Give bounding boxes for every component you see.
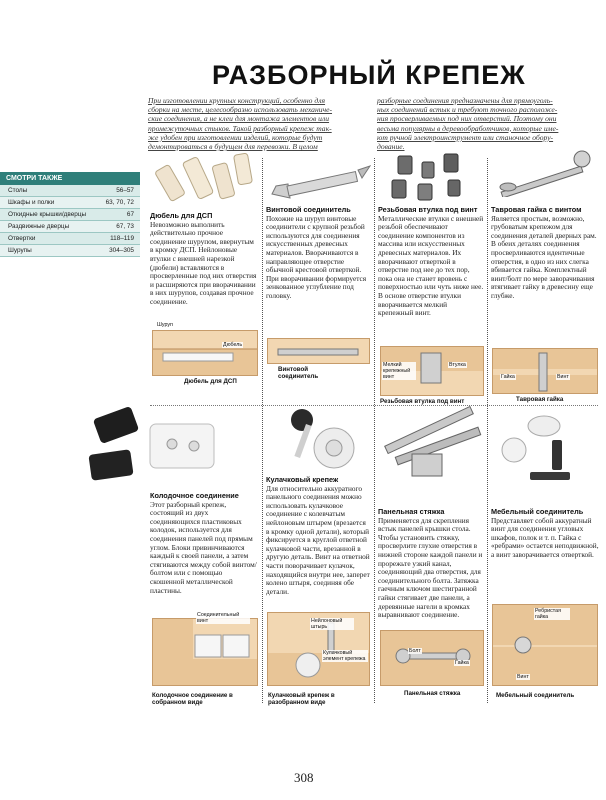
- block-joint-photo: [82, 400, 262, 492]
- block-joint-diagram: [152, 618, 258, 686]
- intro-line: ские соединения, а не клеи для монтажа элементов или: [148, 114, 330, 124]
- see-also-pages: 118–119: [110, 235, 134, 242]
- nylon-dowel-illustration: [155, 153, 253, 202]
- intro-line: демонтироваться в будущем для перевозки. В целом: [148, 142, 318, 152]
- furniture-screw-photo: [490, 410, 600, 490]
- dowel-photo: [150, 150, 260, 208]
- cam-fitting-photo: [266, 402, 370, 474]
- intro-line: же удобен при изготовлении изделий, которые будут: [148, 132, 323, 142]
- see-also-label: Столы: [8, 187, 28, 194]
- entry-heading: Тавровая гайка с винтом: [491, 205, 582, 214]
- block-joint-label-screw: Соединительный винт: [196, 612, 250, 624]
- cam-fitting-label-cam: Кулачковый элемент крепежа: [322, 650, 368, 662]
- threaded-insert-caption: Резьбовая втулка под винт: [380, 398, 465, 405]
- see-also-pages: 67, 73: [116, 223, 134, 230]
- tee-nut-label-bolt: Винт: [557, 374, 569, 380]
- intro-line: сборки на месте, целесообразно использовать механиче-: [148, 105, 333, 115]
- threaded-insert-label-screw: Мелкий крепежный винт: [382, 362, 416, 380]
- threaded-insert-photo: [378, 148, 484, 206]
- cam-fitting-label-pin: Нейлоновый штырь: [310, 618, 354, 630]
- column-divider: [262, 158, 263, 703]
- intro-line: ют ручной электроинструмент или станочное обору-: [377, 132, 554, 142]
- panel-connector-label-bolt: Болт: [409, 648, 421, 654]
- tee-nut-label-nut: Гайка: [501, 374, 515, 380]
- panel-connector-caption: Панельная стяжка: [404, 690, 461, 697]
- see-also-item[interactable]: [0, 233, 140, 245]
- see-also-item[interactable]: [0, 197, 140, 209]
- tee-nut-photo: [492, 145, 600, 197]
- dowel-diagram-drawing: [153, 331, 258, 376]
- see-also-item[interactable]: [0, 185, 140, 197]
- intro-line: дование.: [377, 142, 405, 152]
- entry-panel-connector: [378, 508, 484, 620]
- cam-fitting-caption: Кулачковый крепеж в разобранном виде: [268, 692, 335, 707]
- entry-dowel: [150, 212, 258, 307]
- see-also-header: СМОТРИ ТАКЖЕ: [0, 172, 140, 185]
- furniture-screw-illustration: [502, 416, 570, 480]
- screw-connector-diagram: [267, 338, 370, 364]
- dowel-label-screw: Шуруп: [157, 322, 173, 328]
- intro-right: [377, 96, 603, 151]
- block-joint-caption: Колодочное соединение в собранном виде: [152, 692, 233, 707]
- cam-fitting-illustration: [291, 409, 354, 468]
- entry-threaded-insert: [378, 206, 484, 318]
- tee-nut-diagram: [492, 348, 598, 394]
- panel-connector-diagram-drawing: [381, 631, 484, 686]
- see-also-label: Отвертки: [8, 235, 36, 242]
- see-also-label: Раздвижные дверцы: [8, 223, 70, 230]
- see-also-pages: 304–305: [109, 247, 134, 254]
- entry-body: Похожие на шуруп винтовые соединители с крупной резьбой используются для соединения искусственных древесных материалов. Вворачиваются в направляющее отверстие обычной крестовой отверткой. При вворачивании формируется зенкованное углубление под головку.: [266, 213, 367, 300]
- block-joint-diagram-drawing: [153, 619, 258, 686]
- panel-connector-illustration: [385, 407, 481, 476]
- entry-heading: Колодочное соединение: [150, 491, 239, 500]
- furniture-screw-label-nut: Ребристая гайка: [534, 608, 570, 620]
- page-number: 308: [294, 770, 314, 785]
- furniture-screw-label-bolt: Винт: [517, 674, 529, 680]
- entry-body: Невозможно выполнить действительно прочное соединение шурупом, ввернутым в кромку ДСП. Нейлоновые втулки с внешней нарезкой (дюбели) вставляются в просверленные под них отверстия и расширяются при вворачивании в них шурупов, создавая прочное соединение.: [150, 219, 257, 306]
- see-also-pages: 67: [126, 211, 134, 218]
- entry-heading: Мебельный соединитель: [491, 507, 584, 516]
- intro-left: [148, 96, 374, 151]
- see-also-pages: 56–57: [116, 187, 134, 194]
- threaded-insert-label-insert: Втулка: [449, 362, 466, 368]
- entry-heading: Панельная стяжка: [378, 507, 445, 516]
- tee-nut-caption: Тавровая гайка: [516, 396, 564, 403]
- intro-line: При изготовлении крупных конструкций, особенно для: [148, 96, 326, 105]
- see-also-box: [0, 172, 140, 257]
- intro-line: промежуточных стыков. Такой разборный крепеж так-: [148, 123, 332, 133]
- see-also-pages: 63, 70, 72: [105, 199, 134, 206]
- entry-body: Металлические втулки с внешней резьбой обеспечивают соединение компонентов из массива или искусственных древесных материалов. Их вворачивают отверткой в отверстие под нее до тех пор, пока она не станет вровень с поверхностью или чуть ниже нее. В основе отверстие втулки вворачивается мелкий крепежный винт.: [378, 213, 484, 318]
- dowel-label-dowel: Дюбель: [223, 342, 243, 348]
- entry-heading: Винтовой соединитель: [266, 205, 351, 214]
- entry-screw-connector: [266, 206, 370, 301]
- dowel-diagram: [152, 330, 258, 376]
- entry-body: Этот разборный крепеж, состоящий из двух соединяющихся пластиковых колодок, используется для соединения панелей под прямым углом. Блоки привинчиваются каждый к своей панели, а затем стягиваются между собой винтом/болтом или с помощью скошенной металлической пластины.: [150, 499, 257, 595]
- screw-connector-diagram-drawing: [268, 339, 370, 364]
- entry-body: Является простым, возможно, грубоватым крепежом для соединения деталей дверных рам. В обеих деталях соединения просверливаются идентичные отверстия, в одно из них слегка вбивается гайка. Комплектный винт/болт по мере заворачивания втягивает гайку в древесину еще глубже.: [491, 213, 597, 300]
- see-also-list: [0, 185, 140, 257]
- intro-line: разборные соединения предназначены для прямоуголь-: [377, 96, 553, 105]
- intro-line: ния просверливаемых под них отверстий. Поэтому они: [377, 114, 557, 124]
- see-also-item[interactable]: [0, 245, 140, 257]
- panel-connector-diagram: [380, 630, 484, 686]
- entry-heading: Резьбовая втулка под винт: [378, 205, 478, 214]
- see-also-label: Откидные крышки/дверцы: [8, 211, 87, 218]
- see-also-item[interactable]: [0, 209, 140, 221]
- dowel-caption: Дюбель для ДСП: [184, 378, 237, 385]
- entry-block-joint: [150, 492, 258, 595]
- see-also-label: Шурупы: [8, 247, 32, 254]
- furniture-screw-caption: Мебельный соединитель: [496, 692, 575, 699]
- entry-heading: Кулачковый крепеж: [266, 475, 339, 484]
- page-title: РАЗБОРНЫЙ КРЕПЕЖ: [212, 60, 526, 90]
- see-also-label: Шкафы и полки: [8, 199, 55, 206]
- see-also-item[interactable]: [0, 221, 140, 233]
- tee-nut-illustration: [500, 151, 590, 197]
- entry-furniture-screw: [491, 508, 599, 560]
- screw-illustration: [272, 166, 370, 198]
- panel-connector-photo: [374, 402, 486, 490]
- screw-connector-photo: [266, 160, 371, 204]
- intro-line: ных соединений встык и требуют точного расположе-: [377, 105, 558, 115]
- screw-connector-caption: Винтовой соединитель: [278, 366, 319, 381]
- plastic-blocks-illustration: [88, 406, 214, 481]
- tee-nut-diagram-drawing: [493, 349, 598, 394]
- insert-illustration: [392, 154, 460, 200]
- entry-tee-nut: [491, 206, 599, 301]
- entry-body: Применяется для скрепления встык панелей крышки стола. Чтобы установить стяжку, просверлите глухие отверстия в нижней стороне каждой панели и прорежьте узкий канал, соединяющий два отверстия, для соединительного болта. Затяжка гаечным ключом шестигранной гайки стягивает две панели, а деревянные нагели в кромках выравнивают соединение.: [378, 515, 483, 620]
- entry-body: Представляет собой аккуратный винт для соединения угловых шкафов, полок и т. п. Гайка с «ребрами» остается неподвижной, а винт заворачивается отверткой.: [491, 515, 599, 559]
- entry-cam-fitting: [266, 476, 370, 596]
- entry-body: Для относительно аккуратного панельного соединения можно использовать кулачковое соединение с колевчатым нейлоновым штырем (врезается в кромку одной детали), который фиксируется в круглой ответной кулачковой части, врезанной в другую деталь. Винт на ответной части поворачивает кулачок, находящийся внутри нее, заперет колено штыря, соединяя обе детали.: [266, 483, 370, 596]
- column-divider: [487, 158, 488, 703]
- entry-heading: Дюбель для ДСП: [150, 211, 213, 220]
- intro-line: весьма популярны в деревообработчиков, которые име-: [377, 123, 559, 133]
- panel-connector-label-nut: Гайка: [455, 660, 469, 666]
